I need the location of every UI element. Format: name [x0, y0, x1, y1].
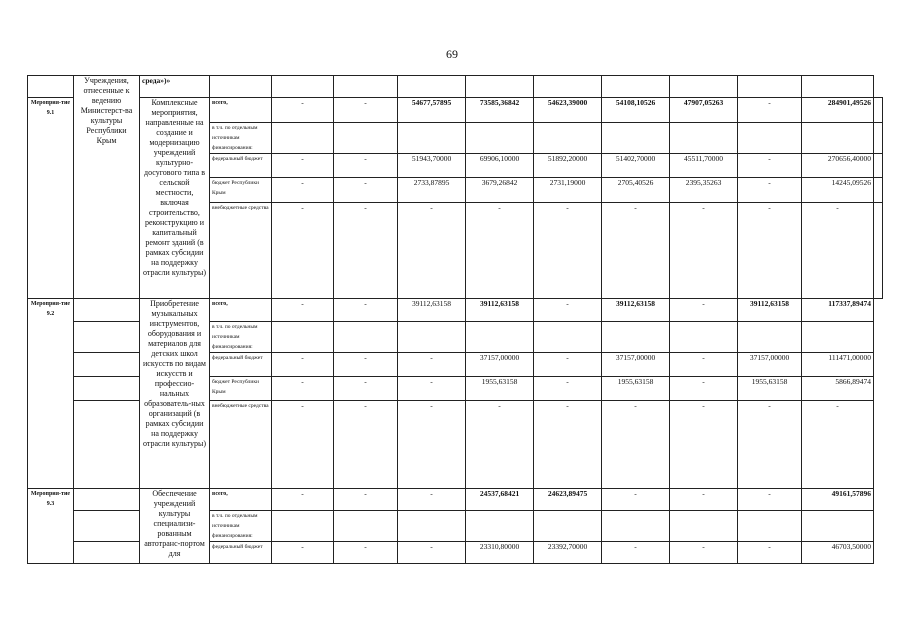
empty-cell — [738, 123, 802, 154]
table-cell: 2705,40526 — [602, 178, 670, 203]
table-cell: - — [334, 377, 398, 401]
source-republic: бюджет Республики Крым — [210, 178, 272, 203]
page-number: 69 — [446, 47, 458, 61]
empty-cell — [738, 322, 802, 353]
source-offbudget: внебюджетные средства — [210, 203, 272, 299]
empty-cell — [74, 542, 140, 564]
empty-cell — [670, 123, 738, 154]
table-cell: - — [272, 299, 334, 322]
empty-cell — [210, 76, 272, 98]
empty-cell — [466, 511, 534, 542]
empty-cell — [272, 322, 334, 353]
table-cell: 2733,87895 — [398, 178, 466, 203]
empty-cell — [738, 511, 802, 542]
table-cell: - — [334, 299, 398, 322]
empty-cell — [74, 511, 140, 542]
empty-cell — [670, 322, 738, 353]
table-cell: 39112,63158 — [466, 299, 534, 322]
table-cell: 1955,63158 — [602, 377, 670, 401]
table-cell: 37157,00000 — [738, 353, 802, 377]
table-cell: 2731,19000 — [534, 178, 602, 203]
table-cell: - — [534, 353, 602, 377]
table-cell: - — [272, 178, 334, 203]
table-cell: 51892,20000 — [534, 154, 602, 178]
empty-cell — [802, 322, 874, 353]
empty-cell — [874, 154, 883, 178]
empty-cell — [466, 123, 534, 154]
table-cell: - — [334, 98, 398, 123]
table-cell: - — [272, 377, 334, 401]
table-cell: 24623,89475 — [534, 489, 602, 511]
table-cell: - — [272, 489, 334, 511]
table-cell: - — [398, 489, 466, 511]
table-cell: 1955,63158 — [738, 377, 802, 401]
table-cell: - — [738, 178, 802, 203]
table-cell: - — [802, 401, 874, 489]
table-cell: 73585,36842 — [466, 98, 534, 123]
event-name: Приобретение музыкальных инструментов, оборудования и материалов для детских школ искусств по видам искусств и профессио-нальных образователь-ных организаций (в рамках субсидии на поддержку отрасли культуры) — [140, 299, 210, 489]
table-row — [28, 76, 883, 98]
table-cell: - — [602, 203, 670, 299]
table-cell: - — [670, 489, 738, 511]
empty-cell — [602, 322, 670, 353]
table-cell: - — [738, 98, 802, 123]
source-federal: федеральный бюджет — [210, 154, 272, 178]
name-tail: среда»)» — [140, 76, 210, 98]
institution-cell: Учреждения, отнесенные к ведению Министерст-ва культуры Республики Крым — [74, 76, 140, 299]
empty-cell — [466, 322, 534, 353]
empty-cell — [272, 123, 334, 154]
table-cell: 284901,49526 — [802, 98, 874, 123]
table-cell: - — [398, 353, 466, 377]
table-cell: - — [272, 154, 334, 178]
table-cell: - — [738, 489, 802, 511]
table-cell: всего, — [210, 489, 272, 511]
empty-cell — [398, 123, 466, 154]
table-cell: - — [602, 542, 670, 564]
table-cell: - — [334, 203, 398, 299]
table-cell: - — [802, 203, 874, 299]
table-cell: - — [466, 203, 534, 299]
table-cell: - — [738, 401, 802, 489]
table-row — [28, 98, 883, 123]
table-cell: 23310,80000 — [466, 542, 534, 564]
empty-cell — [398, 511, 466, 542]
table-cell: 49161,57896 — [802, 489, 874, 511]
empty-cell — [874, 98, 883, 123]
table-cell: в т.ч. по отдельным источникам финансирования: — [210, 511, 272, 542]
table-cell: - — [534, 203, 602, 299]
table-cell: - — [398, 377, 466, 401]
table-cell: 3679,26842 — [466, 178, 534, 203]
table-cell: - — [334, 401, 398, 489]
table-cell: - — [738, 542, 802, 564]
table-cell: - — [534, 299, 602, 322]
table-cell: в т.ч. по отдельным источникам финансирования: — [210, 322, 272, 353]
table-cell: - — [334, 353, 398, 377]
empty-cell — [74, 489, 140, 511]
table-cell: - — [670, 401, 738, 489]
empty-cell — [874, 123, 883, 154]
table-cell: 111471,00000 — [802, 353, 874, 377]
table-cell: 51402,70000 — [602, 154, 670, 178]
table-cell: 47907,05263 — [670, 98, 738, 123]
table-cell: - — [334, 154, 398, 178]
table-cell: - — [334, 178, 398, 203]
empty-cell — [874, 203, 883, 299]
event-label: Мероприя-тие 9.1 — [28, 98, 74, 299]
table-cell: - — [272, 353, 334, 377]
empty-cell — [534, 322, 602, 353]
empty-cell — [74, 353, 140, 377]
table-row — [28, 299, 883, 322]
table-cell: 14245,09526 — [802, 178, 874, 203]
table-cell: - — [272, 401, 334, 489]
program-table — [27, 75, 883, 564]
source-total: всего, — [210, 98, 272, 123]
table-cell: - — [670, 353, 738, 377]
event-label: Мероприя-тие 9.2 — [28, 299, 74, 489]
empty-cell — [74, 322, 140, 353]
empty-cell — [534, 123, 602, 154]
table-cell: - — [738, 203, 802, 299]
table-cell: 54108,10526 — [602, 98, 670, 123]
empty-cell — [466, 76, 534, 98]
empty-cell — [670, 511, 738, 542]
table-cell: 39112,63158 — [602, 299, 670, 322]
table-cell: 54623,39000 — [534, 98, 602, 123]
table-cell: 54677,57895 — [398, 98, 466, 123]
table-cell: федеральный бюджет — [210, 353, 272, 377]
source-including: в т.ч. по отдельным источникам финансирования: — [210, 123, 272, 154]
empty-cell — [28, 76, 74, 98]
empty-cell — [802, 76, 874, 98]
table-cell: 45511,70000 — [670, 154, 738, 178]
event-label: Мероприя-тие 9.3 — [28, 489, 74, 564]
table-cell: - — [670, 542, 738, 564]
empty-cell — [670, 76, 738, 98]
table-cell: - — [466, 401, 534, 489]
table-cell: - — [272, 542, 334, 564]
table-cell: 117337,89474 — [802, 299, 874, 322]
table-cell: - — [272, 203, 334, 299]
table-cell: 51943,70000 — [398, 154, 466, 178]
table-row — [28, 489, 883, 511]
table-cell: - — [398, 401, 466, 489]
table-cell: 37157,00000 — [466, 353, 534, 377]
empty-cell — [74, 377, 140, 401]
table-cell: 69906,10000 — [466, 154, 534, 178]
table-cell: 2395,35263 — [670, 178, 738, 203]
empty-cell — [272, 511, 334, 542]
table-cell: - — [398, 542, 466, 564]
table-cell: всего, — [210, 299, 272, 322]
empty-cell — [602, 123, 670, 154]
table-cell: - — [272, 98, 334, 123]
empty-cell — [738, 76, 802, 98]
empty-cell — [534, 76, 602, 98]
table-cell: внебюджетные средства — [210, 401, 272, 489]
table-cell: 39112,63158 — [738, 299, 802, 322]
table-cell: 5866,89474 — [802, 377, 874, 401]
empty-cell — [74, 401, 140, 489]
table-cell: - — [602, 489, 670, 511]
table-cell: 46703,50000 — [802, 542, 874, 564]
empty-cell — [602, 511, 670, 542]
table-cell: 23392,70000 — [534, 542, 602, 564]
table-cell: 270656,40000 — [802, 154, 874, 178]
event-name: Обеспечение учреждений культуры специализи-рованным автотранс-портом для — [140, 489, 210, 564]
table-cell: - — [670, 377, 738, 401]
table-cell: - — [334, 542, 398, 564]
table-cell: 1955,63158 — [466, 377, 534, 401]
empty-cell — [334, 322, 398, 353]
empty-cell — [334, 123, 398, 154]
empty-cell — [802, 123, 874, 154]
table-cell: - — [534, 377, 602, 401]
table-cell: - — [670, 299, 738, 322]
table-cell: бюджет Республики Крым — [210, 377, 272, 401]
empty-cell — [334, 511, 398, 542]
table-cell: - — [670, 203, 738, 299]
table-cell: - — [534, 401, 602, 489]
empty-cell — [874, 178, 883, 203]
empty-cell — [74, 299, 140, 322]
empty-cell — [398, 322, 466, 353]
empty-cell — [272, 76, 334, 98]
table-cell: - — [398, 203, 466, 299]
table-cell: федеральный бюджет — [210, 542, 272, 564]
table-cell: 24537,68421 — [466, 489, 534, 511]
empty-cell — [534, 511, 602, 542]
empty-cell — [398, 76, 466, 98]
event-name: Комплексные мероприятия, направленные на создание и модернизацию учреждений культурно-досугового типа в сельской местности, включая строительство, реконструкцию и капитальный ремонт зданий (в рамках субсидии на поддержку отрасли культуры) — [140, 98, 210, 299]
table-cell: 37157,00000 — [602, 353, 670, 377]
empty-cell — [334, 76, 398, 98]
table-cell: 39112,63158 — [398, 299, 466, 322]
table-cell: - — [738, 154, 802, 178]
empty-cell — [602, 76, 670, 98]
empty-cell — [802, 511, 874, 542]
table-cell: - — [334, 489, 398, 511]
table-cell: - — [602, 401, 670, 489]
